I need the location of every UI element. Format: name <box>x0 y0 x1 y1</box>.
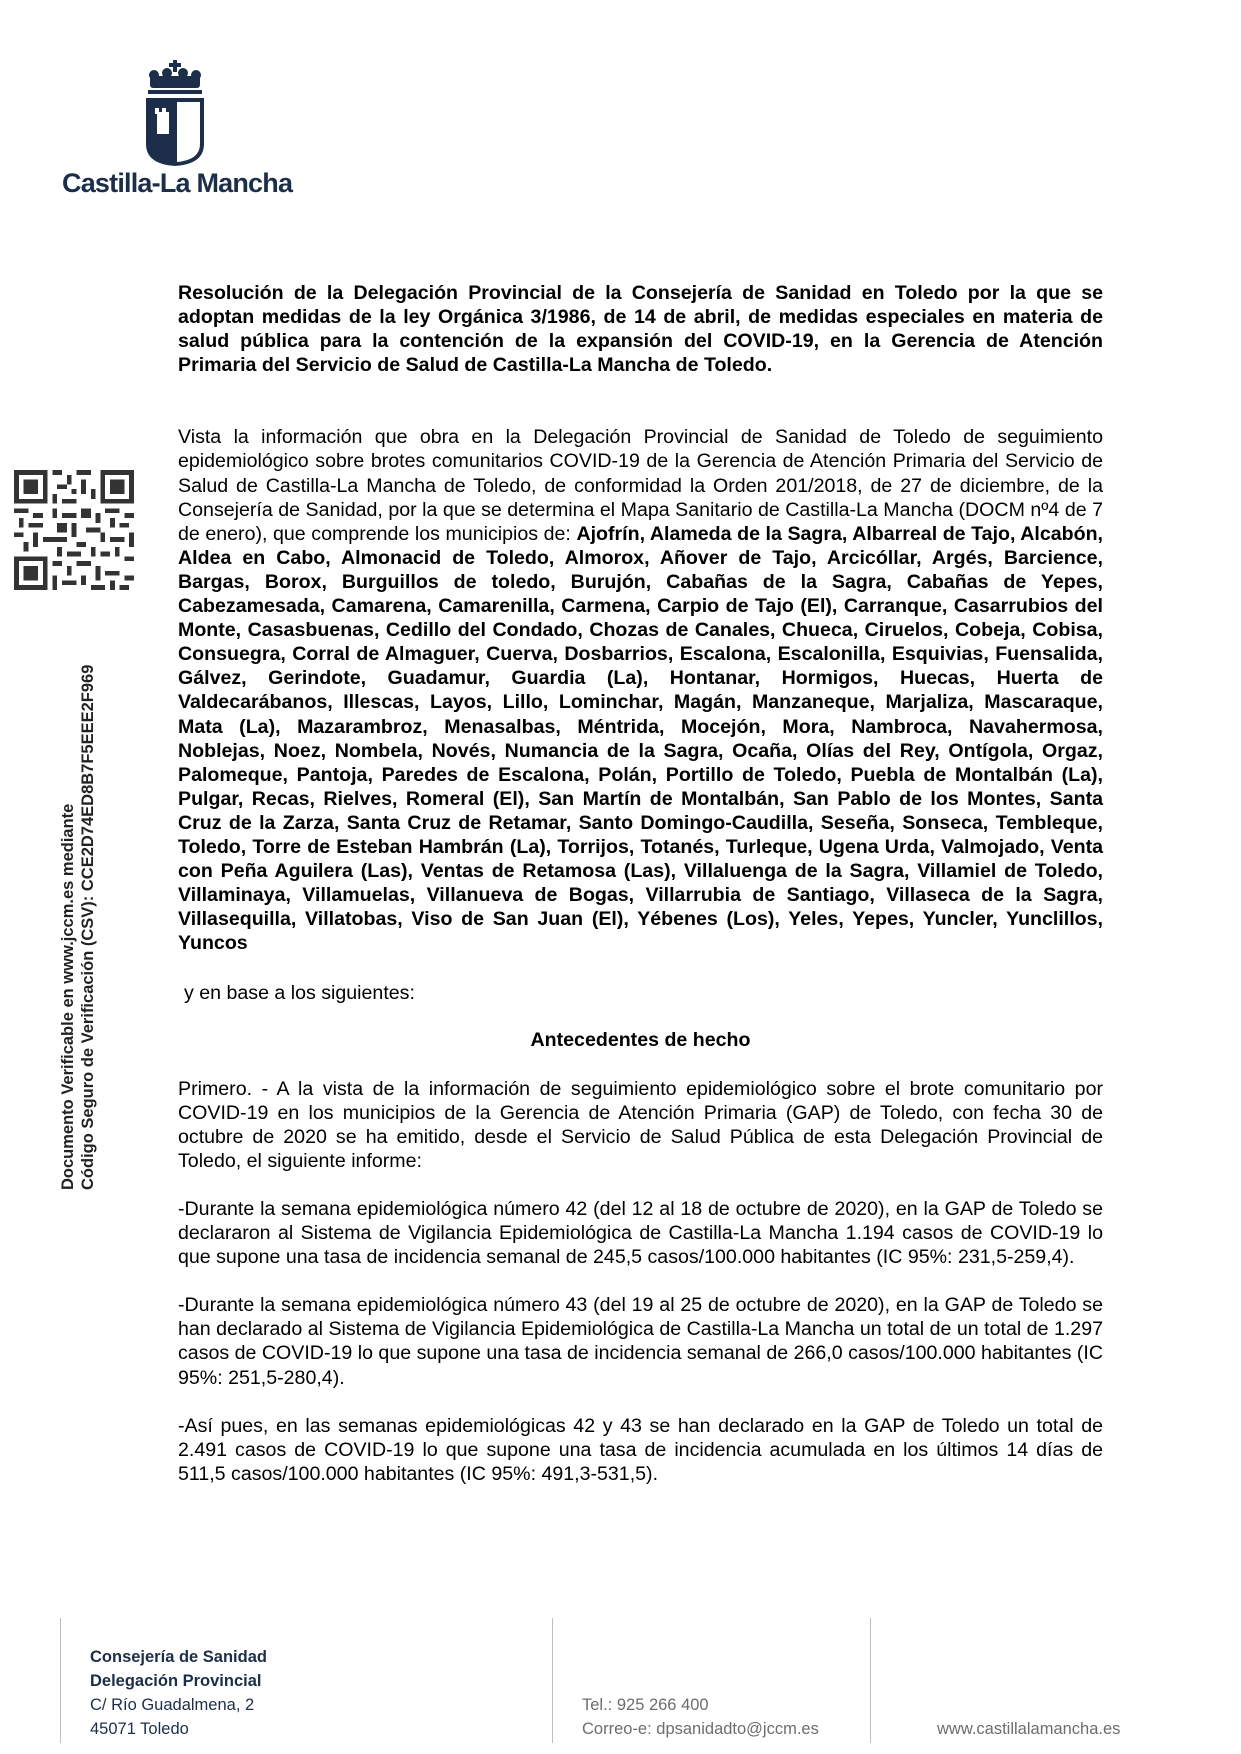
logo <box>62 60 293 210</box>
qr-code-icon <box>14 470 134 590</box>
document-title: Resolución de la Delegación Provincial de la Consejería de Sanidad en Toledo por la que se adoptan medidas de la ley Orgánica 3/1986, de 14 de abril, de medidas especiales en materia de salud pública para la contención de la expansión del COVID-19, en la Gerencia de Atención Primaria del Servicio de Salud de Castilla-La Mancha de Toledo. <box>178 282 1103 377</box>
verification-line-1: Documento Verificable en www.jccm.es mediante <box>59 803 77 1190</box>
footer-address-line-2: 45071 Toledo <box>90 1720 189 1738</box>
paragraph-primero: Primero. - A la vista de la información de seguimiento epidemiológico sobre el brote comunitario por COVID-19 en los municipios de la Gerencia de Atención Primaria (GAP) de Toledo, con fecha 30 de octubre de 2020 se ha emitido, desde el Servicio de Salud Pública de esta Delegación Provincial de Toledo, el siguiente informe: <box>178 1077 1103 1172</box>
report-item-week-42: -Durante la semana epidemiológica número 42 (del 12 al 18 de octubre de 2020), en la GAP de Toledo se declararon al Sistema de Vigilancia Epidemiológica de Castilla-La Mancha 1.194 casos de COVID-19 lo que supone una tasa de incidencia semanal de 245,5 casos/100.000 habitantes (IC 95%: 231,5-259,4). <box>178 1198 1103 1269</box>
report-item-cumulative: -Así pues, en las semanas epidemiológicas 42 y 43 se han declarado en la GAP de Toledo un total de 2.491 casos de COVID-19 lo que supone una tasa de incidencia acumulada en los últimos 14 días de 511,5 casos/100.000 habitantes (IC 95%: 491,3-531,5). <box>178 1414 1103 1485</box>
verification-text <box>58 600 98 1190</box>
footer-divider <box>552 1618 553 1743</box>
footer-org-line-1: Consejería de Sanidad <box>90 1648 267 1666</box>
footer-phone: Tel.: 925 266 400 <box>582 1696 709 1714</box>
section-heading: Antecedentes de hecho <box>530 1028 751 1051</box>
footer-address-line-1: C/ Río Guadalmena, 2 <box>90 1696 255 1714</box>
footer-contact-block <box>582 1693 819 1741</box>
footer-website[interactable]: www.castillalamancha.es <box>937 1720 1121 1738</box>
transition-line: y en base a los siguientes: <box>184 982 415 1005</box>
footer-address-block <box>90 1645 267 1741</box>
footer-org-line-2: Delegación Provincial <box>90 1672 262 1690</box>
footer-divider <box>60 1618 61 1743</box>
report-item-week-43: -Durante la semana epidemiológica número 43 (del 19 al 25 de octubre de 2020), en la GAP de Toledo se han declarado al Sistema de Vigilancia Epidemiológica de Castilla-La Mancha un total de un total de 1.297 casos de COVID-19 lo que supone una tasa de incidencia semanal de 266,0 casos/100.000 habitantes (IC 95%: 251,5-280,4). <box>178 1294 1103 1389</box>
logo-wordmark: Castilla-La Mancha <box>62 168 293 198</box>
intro-paragraph <box>178 425 1103 955</box>
footer-email[interactable]: Correo-e: dpsanidadto@jccm.es <box>582 1720 819 1738</box>
verification-line-2: Código Seguro de Verificación (CSV): CCE2D74ED8B7F5EEE2F969 <box>79 664 97 1190</box>
footer-divider <box>870 1618 871 1743</box>
coat-of-arms-icon <box>140 60 210 168</box>
intro-text: Vista la información que obra en la Delegación Provincial de Sanidad de Toledo de seguimiento epidemiológico sobre brotes comunitarios COVID-19 de la Gerencia de Atención Primaria del Servicio de Salud de Castilla-La Mancha de Toledo, de conformidad la Orden 201/2018, de 27 de diciembre, de la Consejería de Sanidad, por la que se determina el Mapa Sanitario de Castilla-La Mancha (DOCM nº4 de 7 de enero), que comprende los municipios de: <box>178 426 1103 545</box>
document-body <box>178 281 1103 1486</box>
municipalities-list: Ajofrín, Alameda de la Sagra, Albarreal de Tajo, Alcabón, Aldea en Cabo, Almonacid de Toledo, Almorox, Añover de Tajo, Arcicóllar, Argés, Barcience, Bargas, Borox, Burguillos de toledo, Burujón, Cabañas de la Sagra, Cabañas de Yepes, Cabezamesada, Camarena, Camarenilla, Carmena, Carpio de Tajo (El), Carranque, Casarrubios del Monte, Casasbuenas, Cedillo del Condado, Chozas de Canales, Chueca, Ciruelos, Cobeja, Cobisa, Consuegra, Corral de Almaguer, Cuerva, Dosbarrios, Escalona, Escalonilla, Esquivias, Fuensalida, Gálvez, Gerindote, Guadamur, Guardia (La), Hontanar, Hormigos, Huecas, Huerta de Valdecarábanos, Illescas, Layos, Lillo, Lominchar, Magán, Manzaneque, Marjaliza, Mascaraque, Mata (La), Mazarambroz, Menasalbas, Méntrida, Mocejón, Mora, Nambroca, Navahermosa, Noblejas, Noez, Nombela, Novés, Numancia de la Sagra, Ocaña, Olías del Rey, Ontígola, Orgaz, Palomeque, Pantoja, Paredes de Escalona, Polán, Portillo de Toledo, Puebla de Montalbán (La), Pulgar, Recas, Rielves, Romeral (El), San Martín de Montalbán, San Pablo de los Montes, Santa Cruz de la Zarza, Santa Cruz de Retamar, Santo Domingo-Caudilla, Seseña, Sonseca, Tembleque, Toledo, Torre de Esteban Hambrán (La), Torrijos, Totanés, Turleque, Ugena Urda, Valmojado, Venta con Peña Aguilera (Las), Ventas de Retamosa (Las), Villaluenga de la Sagra, Villamiel de Toledo, Villaminaya, Villamuelas, Villanueva de Bogas, Villarrubia de Santiago, Villaseca de la Sagra, Villasequilla, Villatobas, Viso de San Juan (El), Yébenes (Los), Yeles, Yepes, Yuncler, Yunclillos, Yuncos <box>178 522 1103 955</box>
